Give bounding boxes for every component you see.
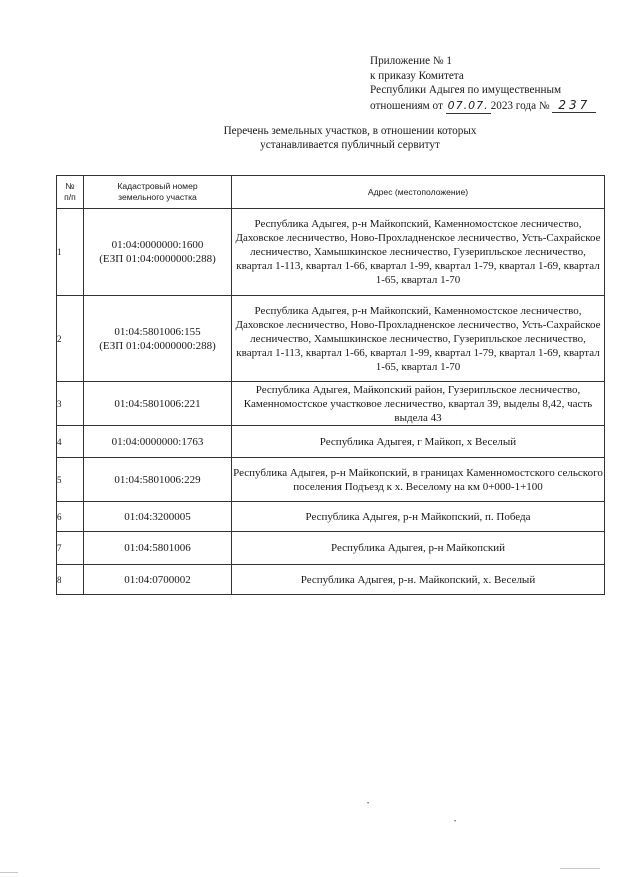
cadastral-cell xyxy=(84,565,232,595)
document-title xyxy=(150,124,550,152)
address-cell: Республика Адыгея, р-н Майкопский xyxy=(232,532,605,565)
address-cell: Республика Адыгея, р-н. Майкопский, х. Веселый xyxy=(232,565,605,595)
cadastral-number: 01:04:5801006 xyxy=(124,542,191,554)
appendix-line-2: к приказу Комитета xyxy=(370,69,464,82)
appendix-block xyxy=(370,54,596,114)
row-number: 2 xyxy=(57,296,84,382)
cadastral-number: 01:04:0000000:1763 xyxy=(111,435,204,448)
cadastral-number: 01:04:3200005 xyxy=(124,510,191,523)
header-address: Адрес (местоположение) xyxy=(232,176,605,209)
scan-edge-artifact xyxy=(560,868,600,869)
table-row xyxy=(57,565,605,595)
address-cell: Республика Адыгея, р-н Майкопский, Каменномостское лесничество, Даховское лесничество, Ново-Прохладненское лесничество, Усть-Сахрайское лесничество, Хамышкинское лесничество, Гузерипльское лесничество, квартал 1-113, квартал 1-66, квартал 1-99, квартал 1-79, квартал 1-69, квартал 1-65, квартал 1-70 xyxy=(232,209,605,296)
cadastral-cell xyxy=(84,209,232,296)
table-row xyxy=(57,532,605,565)
title-line-1: Перечень земельных участков, в отношении которых xyxy=(223,125,477,137)
cadastral-cell xyxy=(84,458,232,502)
cadastral-number: 01:04:5801006:155 xyxy=(114,325,201,338)
cadastral-cell xyxy=(84,532,232,565)
handwritten-date: 07.07. xyxy=(446,99,491,115)
row-number: 4 xyxy=(57,426,84,458)
table-row xyxy=(57,458,605,502)
cadastral-cell xyxy=(84,426,232,458)
cadastral-number: 01:04:5801006:221 xyxy=(114,397,201,410)
cadastral-cell xyxy=(84,296,232,382)
table-row xyxy=(57,296,605,382)
address-cell: Республика Адыгея, р-н Майкопский, Каменномостское лесничество, Даховское лесничество, Ново-Прохладненское лесничество, Усть-Сахрайское лесничество, Хамышкинское лесничество, Гузерипльское лесничество, квартал 1-113, квартал 1-66, квартал 1-99, квартал 1-79, квартал 1-69, квартал 1-65, квартал 1-70 xyxy=(232,296,605,382)
cadastral-extra: (ЕЗП 01:04:0000000:288) xyxy=(99,339,216,352)
appendix-year-text: 2023 года № xyxy=(490,99,550,112)
row-number: 5 xyxy=(57,458,84,502)
appendix-line-4 xyxy=(370,98,596,115)
header-number xyxy=(57,176,84,209)
cadastral-cell xyxy=(84,502,232,532)
title-line-2: устанавливается публичный сервитут xyxy=(260,139,440,151)
row-number: 8 xyxy=(57,565,84,595)
address-cell: Республика Адыгея, р-н Майкопский, п. Победа xyxy=(232,502,605,532)
cadastral-number: 01:04:0700002 xyxy=(124,573,191,586)
cadastral-number: 01:04:5801006:229 xyxy=(114,473,201,486)
table-header-row xyxy=(57,176,605,209)
row-number: 3 xyxy=(57,382,84,426)
appendix-line-1: Приложение № 1 xyxy=(370,55,452,67)
cadastral-cell xyxy=(84,382,232,426)
cadastral-extra: (ЕЗП 01:04:0000000:288) xyxy=(99,253,216,265)
appendix-line-4-prefix: отношениям от xyxy=(370,99,443,112)
handwritten-order-number: 237 xyxy=(552,98,596,114)
header-cadastral xyxy=(84,176,232,209)
appendix-line-3: Республики Адыгея по имущественным xyxy=(370,84,562,96)
table-row xyxy=(57,502,605,532)
row-number: 7 xyxy=(57,532,84,565)
table-row xyxy=(57,382,605,426)
header-number-line-1: № xyxy=(65,181,75,191)
table-row xyxy=(57,209,605,296)
scan-edge-artifact xyxy=(0,872,18,873)
land-plots-table xyxy=(56,175,605,595)
header-cadastral-line-1: Кадастровый номер xyxy=(117,181,198,191)
scan-speck: • xyxy=(454,819,457,825)
scan-speck: • xyxy=(367,801,370,807)
cadastral-number: 01:04:0000000:1600 xyxy=(111,239,204,251)
address-cell: Республика Адыгея, Майкопский район, Гузерипльское лесничество, Каменномостское участковое лесничество, квартал 39, выделы 8,42, часть выдела 43 xyxy=(232,382,605,426)
header-cadastral-line-2: земельного участка xyxy=(118,192,197,202)
row-number: 1 xyxy=(57,209,84,296)
header-number-line-2: п/п xyxy=(64,192,76,202)
row-number: 6 xyxy=(57,502,84,532)
address-cell: Республика Адыгея, г Майкоп, х Веселый xyxy=(232,426,605,458)
table-row xyxy=(57,426,605,458)
address-cell: Республика Адыгея, р-н Майкопский, в границах Каменномостского сельского поселения Подъезд к х. Веселому на км 0+000-1+100 xyxy=(232,458,605,502)
